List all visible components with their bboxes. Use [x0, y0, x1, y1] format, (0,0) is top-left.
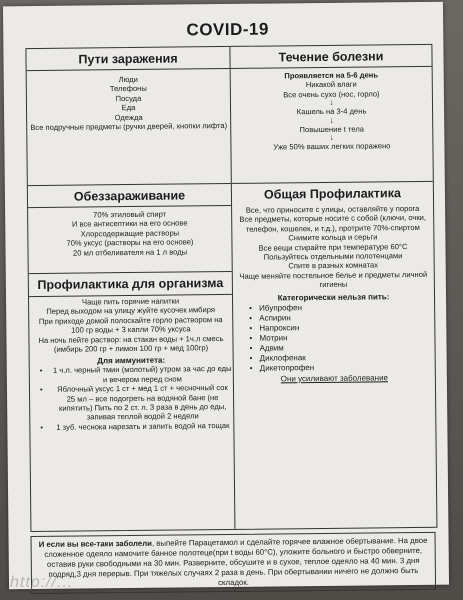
prevention-item: Снимите кольца и серьги: [288, 232, 378, 243]
arrow-down-icon: ↓: [329, 132, 334, 142]
right-column: [230, 45, 436, 529]
infection-header: Пути заражения: [26, 47, 229, 71]
infection-item: Еда: [121, 103, 136, 113]
page-title: COVID-19: [186, 19, 270, 40]
general-prevention-box: [232, 182, 437, 529]
prevention-item: Чаще меняйте постельное белье и предметы личной гигиены: [239, 269, 428, 290]
disinfection-item: Хлорсодержащие растворы: [80, 228, 180, 239]
infection-item: Одежда: [114, 112, 143, 122]
infection-item: Все подручные предметы (ручки дверей, кнопки лифта): [30, 121, 228, 133]
course-header: Течение болезни: [230, 45, 431, 69]
warning-text: Они усиливают заболевание: [280, 372, 389, 384]
course-line: Никакой влаги: [305, 80, 357, 90]
organism-list: [29, 295, 233, 356]
infection-box: [26, 47, 230, 186]
immunity-item: • Яблочный уксус 1 ст + мед 1 ст + чесночный сок 25 мл – все подогреть на водяной бане (не кипятить) Пить по 2 ст. л. 3 раза в день до еды, запивая теплой водой 2 недели: [52, 383, 233, 423]
forbidden-drug: • Мотрин: [259, 331, 434, 343]
forbidden-drug: • Ибупрофен: [259, 301, 434, 313]
disinfection-list: [28, 206, 232, 259]
forbidden-header: Категорически нельзя пить:: [277, 291, 390, 303]
disinfection-item: 20 мл отбеливателя на 1 л воды: [72, 247, 188, 258]
infection-list: [27, 69, 231, 134]
course-timeline: [231, 67, 433, 154]
prevention-item: Все, что приносите с улицы, оставляйте у порога: [245, 203, 420, 215]
prevention-item: Спите в разных комнатах: [288, 260, 379, 271]
disinfection-item: И все антисептики на его основе: [71, 218, 188, 230]
organism-item: При приходе домой полоскайте горло раствором на 100 гр воды + 3 капли 70% уксуса: [38, 314, 223, 335]
left-column: [26, 47, 235, 531]
arrow-down-icon: ↓: [329, 115, 334, 125]
course-line: Уже 50% ваших легких поражено: [273, 141, 391, 152]
infection-item: Посуда: [115, 93, 142, 103]
disinfection-box: [28, 184, 232, 274]
treatment-note-text: , выпейте Парацетамол и сделайте горячее влажное обертывание. На двое сложенное одеяло намочите банное полотеце(при t воды 60°С), уложите больного и быстро обверните, оставив руки свободными на 30 мин. Разверните, обсушите и в сухое, теплое одеяло на 40 мин. 3 дня подряд,3 дня перерыв. При тяжелых случаях 2 раза в день. При обертывании ничего не должно быть складок.: [44, 535, 428, 588]
course-box: [230, 45, 432, 184]
treatment-note-bold: И если вы все-таки заболели: [38, 538, 152, 549]
prevention-item: Все вещи стирайте при температуре 60°С: [258, 241, 408, 253]
forbidden-drug: • Дикетопрофен: [260, 361, 435, 373]
immunity-item: • 1 ч.л. черный тмин (молотый) утром за час до еды и вечером перед сном: [52, 364, 233, 385]
forbidden-drug: • Диклофенак: [260, 351, 435, 363]
immunity-header: Для иммунитета:: [97, 356, 166, 366]
info-grid: [25, 44, 437, 532]
infection-item: Люди: [118, 74, 138, 85]
course-line: Все очень сухо (нос, горло): [283, 89, 380, 100]
organism-header: Профилактика для организма: [29, 272, 232, 297]
printed-sheet: [3, 2, 449, 590]
general-prevention-header: Общая Профилактика: [263, 186, 401, 202]
forbidden-drugs-list: [233, 301, 435, 373]
disinfection-item: 70% этиловый спирт: [93, 209, 167, 220]
sheet-content: [25, 12, 436, 594]
forbidden-drug: • Напроксин: [259, 321, 434, 333]
treatment-note: [31, 532, 437, 594]
immunity-item: • 1 зуб. чеснока нарезать и запить водой на тощак: [52, 421, 233, 432]
forbidden-drug: • Аспирин: [259, 311, 434, 323]
organism-item: На ночь пейте раствор: на стакан воды + 1ч.л смесь (имбирь 200 гр + лимон 100 гр + мед 100гр): [38, 333, 224, 354]
prevention-item: Пользуйтесь отдельными полотенцами: [263, 251, 403, 262]
disinfection-item: 70% уксус (растворы на его основе): [66, 237, 194, 248]
infection-item: Телефоны: [109, 84, 147, 94]
disinfection-header: Обеззараживание: [28, 184, 231, 208]
forbidden-drug: • Адвим: [260, 341, 435, 353]
organism-box: [29, 272, 235, 531]
general-prevention-list: [232, 203, 434, 292]
immunity-list: [30, 364, 234, 432]
arrow-down-icon: ↓: [329, 98, 334, 108]
course-line: Кашель на 3-4 день: [296, 106, 367, 117]
course-line: Повышение t тела: [299, 124, 365, 134]
organism-item: Перед выходом на улицу жуйте кусочек имбиря: [46, 305, 216, 317]
prevention-item: Все предметы, которые носите с собой (ключи, очки, телефон, кошелек, и т.д.), протрите 70%-спиртом: [239, 213, 427, 234]
course-line: Проявляется на 5-6 день: [284, 70, 379, 81]
organism-item: Чаще пить горячие напитки: [81, 296, 180, 307]
watermark: http://...: [10, 574, 74, 591]
